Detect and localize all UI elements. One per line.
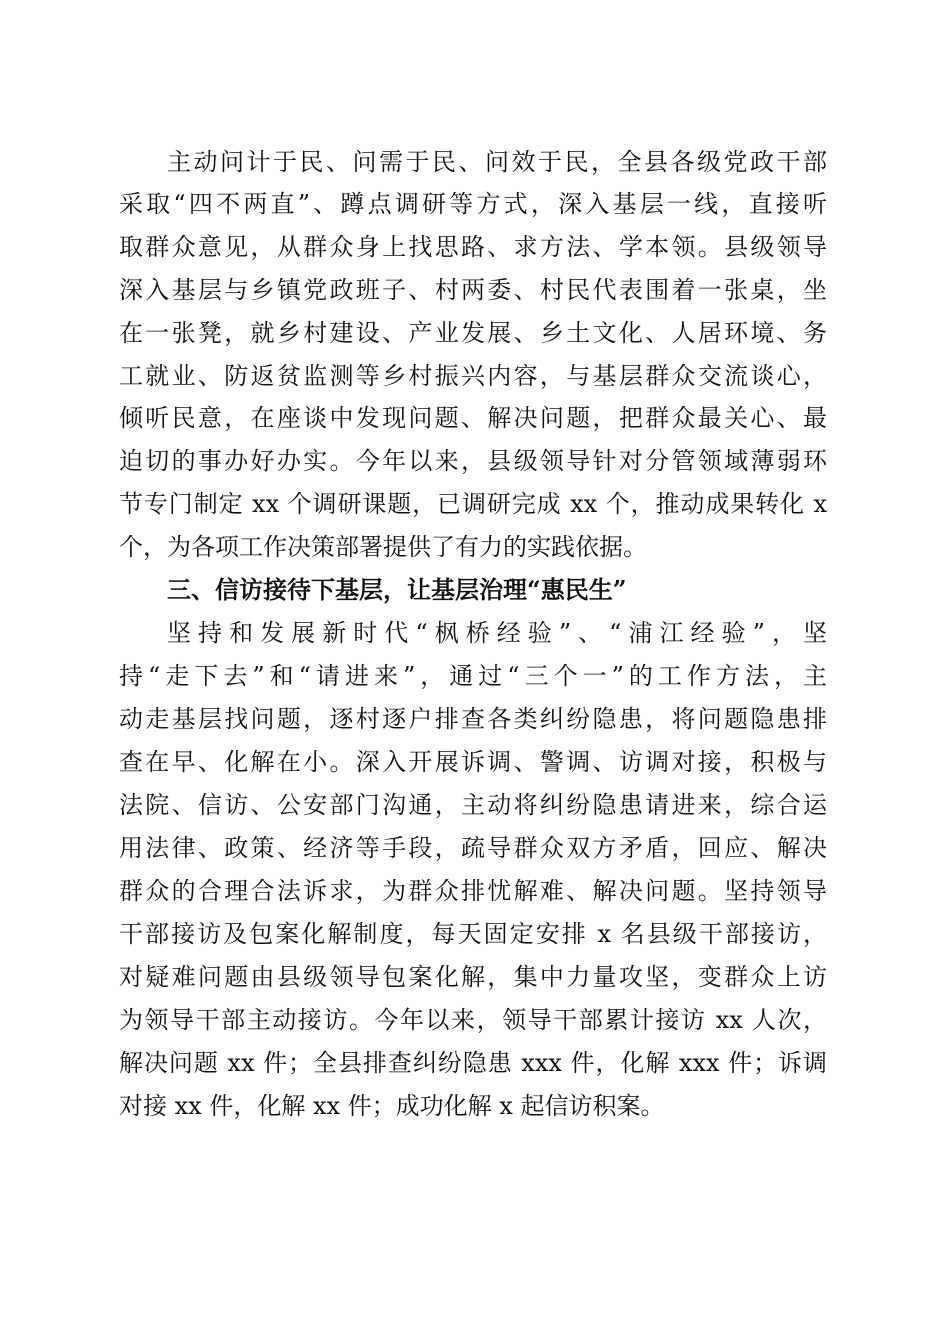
section-3-line-9: 对疑难问题由县级领导包案化解，集中力量攻坚，变群众上访 — [119, 963, 827, 991]
section-3-line-10: 为领导干部主动接访。今年以来，领导干部累计接访 xx 人次， — [119, 1006, 827, 1034]
paragraph-1-line-5: 在一张凳，就乡村建设、产业发展、乡土文化、人居环境、务 — [119, 319, 827, 347]
paragraph-1-line-1: 主动问计于民、问需于民、问效于民，全县各级党政干部 — [167, 148, 827, 176]
section-3-line-1: 坚持和发展新时代“枫桥经验”、“浦江经验”，坚 — [167, 619, 827, 647]
paragraph-1-line-2: 采取“四不两直”、蹲点调研等方式，深入基层一线，直接听 — [119, 190, 827, 218]
section-3-line-7: 群众的合理合法诉求，为群众排忧解难、解决问题。坚持领导 — [119, 877, 827, 905]
paragraph-1-line-10: 个，为各项工作决策部署提供了有力的实践依据。 — [119, 533, 647, 561]
paragraph-1-line-3: 取群众意见，从群众身上找思路、求方法、学本领。县级领导 — [119, 233, 827, 261]
section-3-line-12: 对接 xx 件，化解 xx 件；成功化解 x 起信访积案。 — [119, 1092, 665, 1120]
paragraph-1-line-4: 深入基层与乡镇党政班子、村两委、村民代表围着一张桌，坐 — [119, 276, 827, 304]
section-3-line-8: 干部接访及包案化解制度，每天固定安排 x 名县级干部接访， — [119, 920, 827, 948]
paragraph-1-line-7: 倾听民意，在座谈中发现问题、解决问题，把群众最关心、最 — [119, 404, 827, 432]
section-3-line-5: 法院、信访、公安部门沟通，主动将纠纷隐患请进来，综合运 — [119, 791, 827, 819]
section-3-line-2: 持“走下去”和“请进来”，通过“三个一”的工作方法，主 — [119, 662, 827, 690]
section-3-line-4: 查在早、化解在小。深入开展诉调、警调、访调对接，积极与 — [119, 748, 827, 776]
section-3-heading: 三、信访接待下基层，让基层治理“惠民生” — [167, 575, 627, 604]
section-3-line-3: 动走基层找问题，逐村逐户排查各类纠纷隐患，将问题隐患排 — [119, 705, 827, 733]
section-3-line-6: 用法律、政策、经济等手段，疏导群众双方矛盾，回应、解决 — [119, 834, 827, 862]
paragraph-1-line-9: 节专门制定 xx 个调研课题，已调研完成 xx 个，推动成果转化 x — [119, 490, 827, 518]
section-3-line-11: 解决问题 xx 件；全县排查纠纷隐患 xxx 件，化解 xxx 件；诉调 — [119, 1049, 827, 1077]
paragraph-1-line-8: 迫切的事办好办实。今年以来，县级领导针对分管领域薄弱环 — [119, 447, 827, 475]
paragraph-1-line-6: 工就业、防返贫监测等乡村振兴内容，与基层群众交流谈心， — [119, 362, 827, 390]
